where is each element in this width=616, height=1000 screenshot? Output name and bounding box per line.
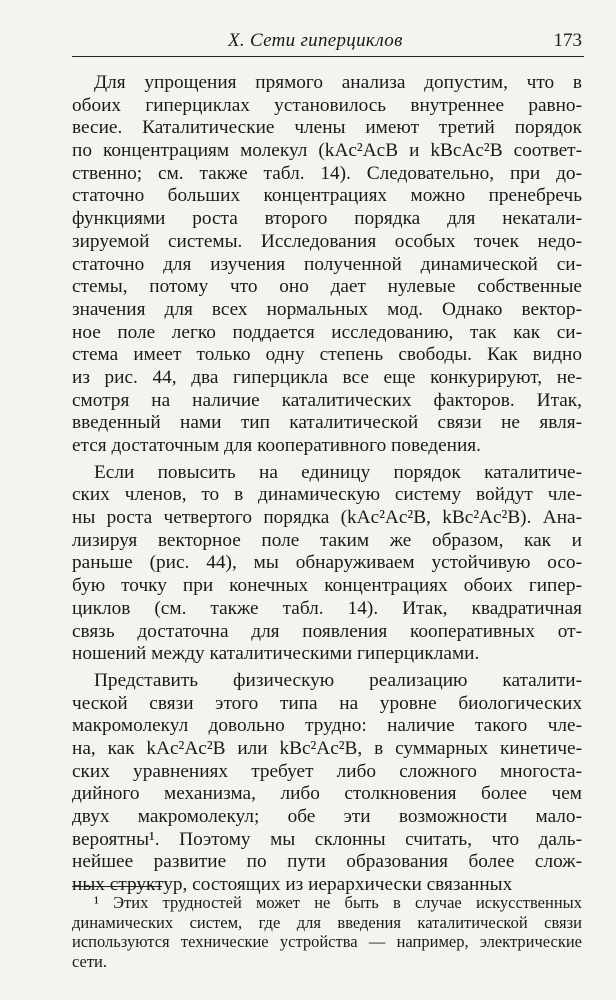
text-line: ских уравнениях требует либо сложного многоста-: [72, 760, 582, 782]
page-header: [72, 30, 582, 54]
text-line: ны роста четвертого порядка (kAc²Ac²B, kBc²Ac²B). Ана-: [72, 507, 582, 529]
text-line: раньше (рис. 44), мы обнаруживаем устойчивую осо-: [72, 552, 582, 574]
text-line: из рис. 44, два гиперцикла все еще конкурируют, не-: [72, 366, 582, 388]
paragraph: [72, 670, 582, 897]
text-line: зируемой системы. Исследования особых точек недо-: [72, 230, 582, 252]
text-line: двух макромолекул; обе эти возможности мало-: [72, 806, 582, 827]
footnote-line: ¹ Этих трудностей может не быть в случае искусственных: [94, 893, 582, 912]
text-line: функциями роста второго порядка для некатали-: [72, 208, 582, 230]
text-line: вероятны¹. Поэтому мы склонны считать, что даль-: [72, 828, 582, 850]
footnote-line: динамических систем, где для введения каталитической связи: [72, 912, 582, 932]
footnote-line: сети.: [72, 951, 108, 971]
text-line: ных структур, состоящих из иерархически связанных: [72, 874, 513, 896]
text-line: макромолекул довольно трудно: наличие такого чле-: [72, 715, 582, 737]
text-line: ношений между каталитическими гиперциклами.: [72, 643, 480, 665]
text-line: ческой связи этого типа на уровне биологических: [72, 692, 582, 714]
text-line: стемы, потому что оно дает нулевые собственные: [72, 276, 582, 298]
footnote: [72, 893, 582, 971]
text-line: циклов (см. также табл. 14). Итак, квадратичная: [72, 597, 582, 619]
text-line: Если повысить на единицу порядок каталитиче-: [94, 461, 582, 483]
text-line: ских членов, то в динамическую систему войдут чле-: [72, 484, 582, 506]
text-line: по концентрациям молекул (kAc²AcB и kBcAc²B соответ-: [72, 140, 582, 162]
text-line: связь достаточна для появления кооперативных от-: [72, 620, 582, 642]
text-line: ется достаточным для кооперативного поведения.: [72, 435, 481, 456]
body-text: [72, 72, 582, 901]
text-line: на, как kAc²Ac²B или kBc²Ac²B, в суммарных кинетиче-: [72, 737, 582, 759]
text-line: смотря на наличие каталитических факторов. Итак,: [72, 389, 582, 411]
text-line: статочно больших концентрациях можно пренебречь: [72, 185, 582, 207]
paragraph: [72, 462, 582, 666]
footnote-separator: [72, 886, 162, 887]
header-rule: [72, 56, 584, 57]
text-line: стема имеет только одну степень свободы. Как видно: [72, 344, 582, 366]
paragraph: [72, 72, 582, 458]
text-line: обоих гиперциклах установилось внутреннее равно-: [72, 94, 582, 116]
text-line: нейшее развитие по пути образования более слож-: [72, 851, 582, 873]
text-line: Представить физическую реализацию каталити-: [94, 669, 582, 691]
text-line: весие. Каталитические члены имеют третий порядок: [72, 117, 582, 139]
text-line: лизируя векторное поле таким же образом, как и: [72, 529, 582, 551]
text-line: введенный нами тип каталитической связи не явля-: [72, 412, 582, 434]
running-head: X. Сети гиперциклов: [228, 30, 403, 51]
page-number: 173: [553, 30, 582, 51]
text-line: значения для всех нормальных мод. Однако вектор-: [72, 298, 582, 320]
text-line: ственно; см. также табл. 14). Следовательно, при до-: [72, 162, 582, 184]
footnote-line: используются технические устройства — например, электрические: [72, 932, 582, 951]
text-line: бую точку при конечных концентрациях обоих гипер-: [72, 575, 582, 597]
text-line: статочно для изучения полученной динамической си-: [72, 253, 582, 275]
text-line: ное поле легко поддается исследованию, так как си-: [72, 321, 582, 343]
text-line: дийного механизма, либо столкновения более чем: [72, 783, 582, 805]
text-line: Для упрощения прямого анализа допустим, что в: [94, 72, 582, 93]
